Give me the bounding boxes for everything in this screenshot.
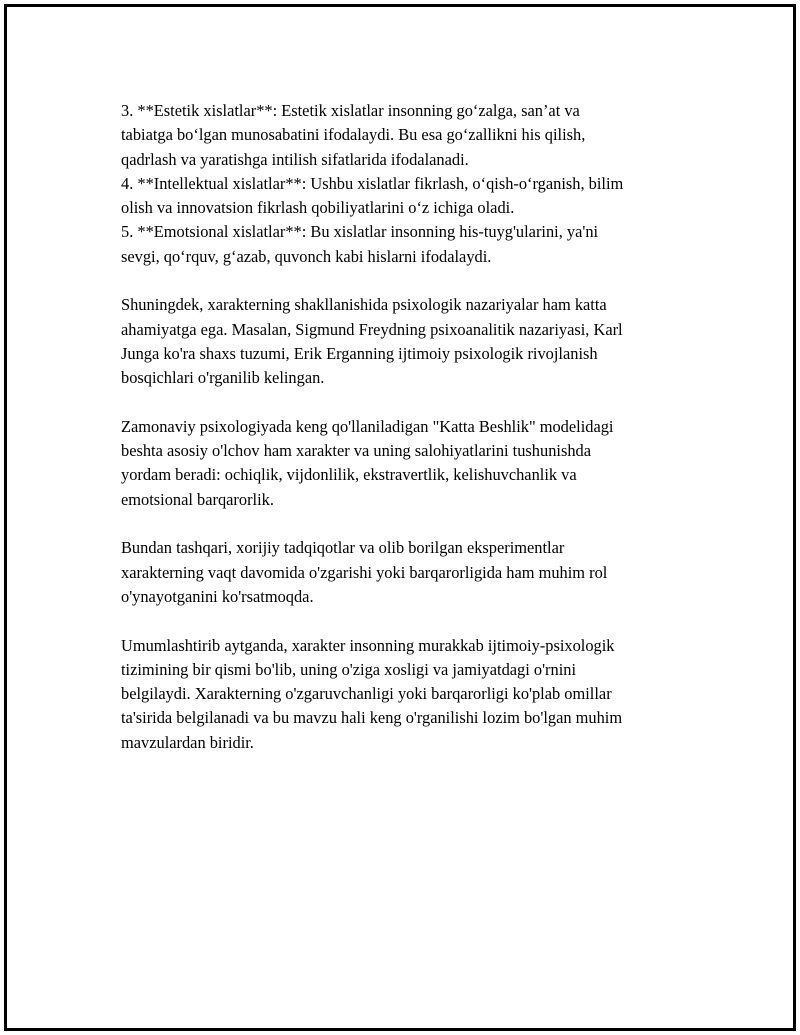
text-line: olish va innovatsion fikrlash qobiliyatlarini o‘z ichiga oladi. [121,198,515,218]
text-line: yordam beradi: ochiqlik, vijdonlilik, ekstravertlik, kelishuvchanlik va [121,465,577,485]
paragraph-conclusion [121,634,701,755]
text-line: Shuningdek, xarakterning shakllanishida psixologik nazariyalar ham katta [121,295,607,315]
paragraph-gap [121,391,701,415]
text-line: beshta asosiy o'lchov ham xarakter va uning salohiyatlarini tushunishda [121,441,591,461]
text-line: sevgi, qo‘rquv, g‘azab, quvonch kabi hislarni ifodalaydi. [121,246,492,266]
text-line: ahamiyatga ega. Masalan, Sigmund Freydning psixoanalitik nazariyasi, Karl [121,319,623,339]
paragraph-big-five-model [121,415,701,512]
paragraph-gap [121,269,701,293]
paragraph-foreign-research [121,536,701,609]
text-line: Junga ko'ra shaxs tuzumi, Erik Erganning ijtimoiy psixologik rivojlanish [121,343,598,363]
paragraph-psychological-theories [121,293,701,390]
text-line: 5. **Emotsional xislatlar**: Bu xislatlar insonning his-tuyg'ularini, ya'ni [121,222,599,242]
text-line: belgilaydi. Xarakterning o'zgaruvchanligi yoki barqarorligi ko'plab omillar [121,684,612,704]
text-line: 4. **Intellektual xislatlar**: Ushbu xislatlar fikrlash, o‘qish-o‘rganish, bilim [121,173,624,193]
text-line: emotsional barqarorlik. [121,489,274,509]
text-line: qadrlash va yaratishga intilish sifatlarida ifodalanadi. [121,149,469,169]
text-line: 3. **Estetik xislatlar**: Estetik xislatlar insonning go‘zalga, san’at va [121,101,580,120]
text-line: bosqichlari o'rganilib kelingan. [121,368,325,388]
text-line: tizimining bir qismi bo'lib, uning o'ziga xosligi va jamiyatdagi o'rnini [121,659,577,679]
text-line: Bundan tashqari, xorijiy tadqiqotlar va olib borilgan eksperimentlar [121,538,565,558]
text-line: ta'sirida belgilanadi va bu mavzu hali keng o'rganilishi lozim bo'lgan muhim [121,708,623,728]
text-line: tabiatga bo‘lgan munosabatini ifodalaydi. Bu esa go‘zallikni his qilish, [121,125,586,145]
text-line: Zamonaviy psixologiyada keng qo'llaniladigan "Katta Beshlik" modelidagi [121,416,614,436]
document-body [121,99,701,755]
text-line: mavzulardan biridir. [121,732,254,752]
paragraph-gap [121,512,701,536]
paragraph-aesthetic-intellectual-emotional-traits [121,99,701,269]
paragraph-gap [121,609,701,633]
text-line: o'ynayotganini ko'rsatmoqda. [121,586,314,606]
text-line: Umumlashtirib aytganda, xarakter insonning murakkab ijtimoiy-psixologik [121,635,615,655]
text-line: xarakterning vaqt davomida o'zgarishi yoki barqarorligida ham muhim rol [121,562,608,582]
document-page [4,4,796,1031]
